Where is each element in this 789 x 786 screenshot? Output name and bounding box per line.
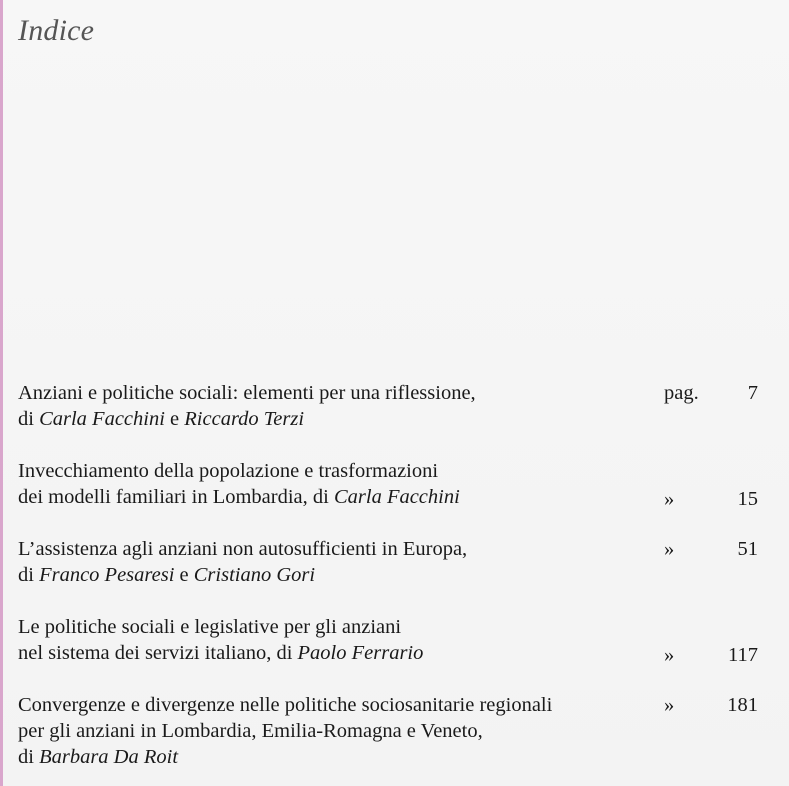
toc-entry — [18, 614, 758, 666]
page-number: 181 — [727, 694, 758, 716]
page-marker: » — [664, 644, 675, 666]
toc-entry — [18, 536, 758, 588]
entry-authors-line: di Carla Facchini e Riccardo Terzi — [18, 408, 305, 430]
entry-title-line: Le politiche sociali e legislative per gli anziani — [18, 616, 402, 638]
page-number: 51 — [737, 538, 758, 560]
author-name: Riccardo Terzi — [184, 408, 305, 430]
entry-authors-line: dei modelli familiari in Lombardia, di Carla Facchini — [18, 486, 460, 508]
entry-title-line: per gli anziani in Lombardia, Emilia-Romagna e Veneto, — [18, 720, 483, 742]
toc-entry — [18, 380, 758, 432]
author-name: Paolo Ferrario — [297, 642, 424, 664]
page-marker: » — [664, 694, 675, 716]
entry-title-line: L’assistenza agli anziani non autosufficienti in Europa, — [18, 538, 468, 560]
page-edge-tint — [0, 0, 3, 786]
entry-title-line: Convergenze e divergenze nelle politiche sociosanitarie regionali — [18, 694, 553, 716]
entry-title-line: Invecchiamento della popolazione e trasformazioni — [18, 460, 439, 482]
page-marker: » — [664, 538, 675, 560]
page-marker: pag. — [664, 382, 699, 404]
page-number: 15 — [737, 488, 758, 510]
page-number: 7 — [747, 382, 758, 404]
author-name: Carla Facchini — [333, 486, 460, 508]
author-name: Cristiano Gori — [193, 564, 316, 586]
author-name: Franco Pesaresi — [39, 564, 175, 586]
page-marker: » — [664, 488, 675, 510]
toc-entry — [18, 692, 758, 770]
entry-authors-line: di Barbara Da Roit — [18, 746, 179, 768]
author-name: Barbara Da Roit — [39, 746, 179, 768]
entry-title-line: Anziani e politiche sociali: elementi per una riflessione, — [18, 382, 476, 404]
entry-authors-line: di Franco Pesaresi e Cristiano Gori — [18, 564, 316, 586]
page-title: Indice — [18, 14, 95, 47]
author-name: Carla Facchini — [39, 408, 165, 430]
page-number: 117 — [728, 644, 758, 666]
entry-authors-line: nel sistema dei servizi italiano, di Paolo Ferrario — [18, 642, 424, 664]
toc-entry — [18, 458, 758, 510]
